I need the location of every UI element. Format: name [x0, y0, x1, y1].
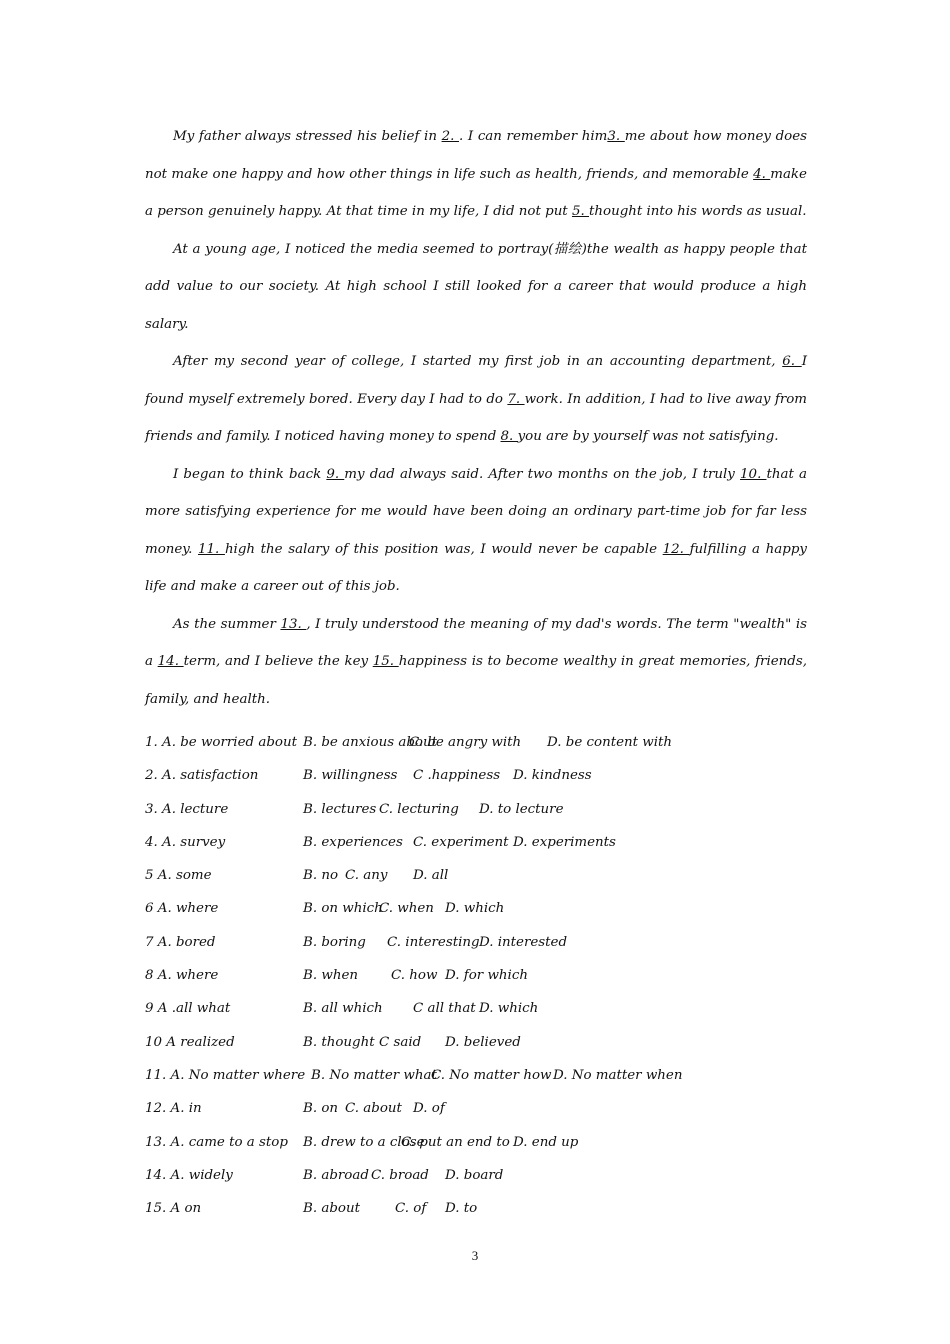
passage-text: me about how money does not make one happy and how other things in life such as health, friends, and memorable — [145, 129, 807, 182]
option-choice: B. about — [303, 1201, 360, 1217]
passage-text: After my second year of college, I started my first job in an accounting department, — [173, 354, 783, 369]
passage-text: fulfilling a happy life and make a career out of this job. — [145, 541, 807, 594]
option-choice: B. on — [303, 1101, 339, 1117]
passage-paragraph — [145, 343, 807, 456]
option-choice: D. of — [413, 1101, 445, 1117]
option-choice: D. all — [413, 868, 449, 884]
option-choice: D. which — [479, 1001, 539, 1017]
option-row — [145, 859, 807, 892]
option-choice: B. be anxious about — [303, 735, 437, 750]
option-row — [145, 1192, 807, 1225]
answer-blank: 6. — [782, 354, 802, 369]
passage-text: you are by yourself was not satisfying. — [517, 429, 779, 444]
option-row — [145, 793, 807, 826]
option-choice: B. No matter what — [311, 1067, 437, 1083]
option-choice: B. drew to a close — [303, 1134, 425, 1150]
passage-text: happiness is to become wealthy in great memories, friends, family, and health. — [145, 654, 807, 707]
option-row — [145, 826, 807, 859]
option-choice: B. experiences — [303, 834, 403, 850]
answer-blank: 2. — [441, 129, 459, 144]
option-choice: B. when — [303, 968, 358, 984]
option-choice: C. about — [345, 1101, 402, 1117]
passage-text: I found myself extremely bored. Every day I had to do — [145, 354, 807, 407]
option-choice: B. boring — [303, 934, 366, 950]
passage-text: high the salary of this position was, I would never be capable — [224, 541, 663, 557]
option-choice: C. experiment — [413, 834, 509, 850]
page-number: 3 — [471, 1248, 479, 1263]
option-choice: D. experiments — [513, 834, 616, 850]
option-choice: 1. A. be worried about — [145, 735, 297, 750]
option-choice: D. kindness — [513, 768, 592, 784]
option-choice: C said — [379, 1034, 422, 1050]
answer-options — [145, 726, 807, 1225]
answer-blank: 7. — [507, 391, 525, 407]
passage-paragraph — [145, 231, 807, 344]
answer-blank: 11. — [198, 541, 225, 557]
option-row — [145, 1026, 807, 1059]
passage-text: that a more satisfying experience for me would have been doing an ordinary part-time job for far less money. — [145, 466, 807, 557]
option-choice: D. board — [445, 1167, 504, 1183]
option-row — [145, 992, 807, 1025]
passage-text: my dad always said. After two months on the job, I truly — [344, 466, 741, 482]
option-choice: 2. A. satisfaction — [145, 768, 259, 784]
option-choice: C .happiness — [413, 768, 501, 784]
option-choice: C. No matter how — [431, 1067, 552, 1083]
passage-text: thought into his words as usual. — [589, 204, 807, 219]
option-choice: 12. A. in — [145, 1101, 202, 1117]
option-choice: C. put an end to — [401, 1134, 510, 1150]
option-choice: B. willingness — [303, 768, 398, 784]
option-choice: B. on which — [303, 901, 383, 917]
option-choice: 11. A. No matter where — [145, 1067, 306, 1083]
option-row — [145, 959, 807, 992]
answer-blank: 4. — [753, 166, 771, 182]
cloze-passage — [145, 118, 807, 718]
option-choice: C. when — [379, 901, 434, 917]
option-choice: D. for which — [445, 968, 528, 984]
option-choice: B. no — [303, 868, 339, 884]
option-row — [145, 892, 807, 925]
passage-text: My father always stressed his belief in — [173, 129, 442, 144]
answer-blank: 15. — [372, 654, 399, 669]
option-choice: 13. A. came to a stop — [145, 1134, 288, 1150]
passage-text: make a person genuinely happy. At that time in my life, I did not put — [145, 166, 807, 219]
option-choice: 4. A. survey — [145, 834, 226, 850]
answer-blank: 14. — [157, 654, 184, 669]
option-choice: 15. A on — [145, 1201, 202, 1217]
option-choice: D. interested — [479, 934, 568, 950]
option-choice: D. be content with — [547, 735, 673, 750]
passage-text: term, and I believe the key — [183, 654, 373, 669]
answer-blank: 5. — [571, 204, 589, 219]
option-choice: C. be angry with — [409, 735, 522, 750]
option-choice: C all that — [413, 1001, 476, 1017]
option-choice: 14. A. widely — [145, 1167, 233, 1183]
option-row — [145, 1159, 807, 1192]
passage-text: , I truly understood the meaning of my dad's words. The term "wealth" is a — [145, 616, 808, 669]
passage-paragraph — [145, 118, 807, 231]
answer-blank: 13. — [280, 616, 307, 632]
answer-blank: 12. — [662, 541, 690, 557]
option-choice: 9 A .all what — [145, 1001, 231, 1017]
option-choice: B. abroad — [303, 1167, 369, 1183]
option-choice: D. to — [445, 1201, 478, 1217]
option-choice: D. believed — [445, 1034, 521, 1050]
option-choice: C. interesting — [387, 934, 480, 950]
option-choice: C. how — [391, 968, 438, 984]
answer-blank: 9. — [326, 466, 345, 482]
exercise-page — [145, 118, 807, 1225]
option-choice: C. of — [395, 1201, 427, 1217]
option-choice: D. end up — [513, 1134, 579, 1150]
answer-blank: 8. — [500, 429, 518, 444]
option-choice: 5 A. some — [145, 868, 212, 884]
option-row — [145, 926, 807, 959]
option-choice: C. broad — [371, 1167, 429, 1183]
option-choice: D. to lecture — [479, 801, 564, 817]
option-choice: B. thought — [303, 1034, 375, 1050]
option-choice: D. which — [445, 901, 505, 917]
passage-text: At a young age, I noticed the media seemed to portray(描绘)the wealth as happy people that add value to our society. At high school I still looked for a career that would produce a high salary. — [145, 241, 807, 332]
option-row — [145, 759, 807, 792]
passage-text: . I can remember him — [459, 129, 608, 144]
option-row — [145, 1092, 807, 1125]
answer-blank: 3. — [607, 129, 625, 144]
option-choice: C. lecturing — [379, 801, 459, 817]
passage-text: work. In addition, I had to live away from friends and family. I noticed having money to spend — [145, 391, 807, 444]
option-row — [145, 1059, 807, 1092]
option-row — [145, 726, 807, 759]
answer-blank: 10. — [740, 466, 767, 482]
option-row — [145, 1126, 807, 1159]
option-choice: B. all which — [303, 1001, 383, 1017]
option-choice: 8 A. where — [145, 968, 219, 984]
option-choice: D. No matter when — [553, 1067, 683, 1083]
option-choice: B. lectures — [303, 801, 377, 817]
option-choice: 7 A. bored — [145, 934, 216, 950]
option-choice: 10 A realized — [145, 1034, 235, 1050]
passage-paragraph — [145, 606, 807, 719]
passage-text: As the summer — [173, 616, 281, 632]
option-choice: C. any — [345, 868, 388, 884]
passage-paragraph — [145, 456, 807, 606]
option-choice: 3. A. lecture — [145, 801, 229, 817]
passage-text: I began to think back — [173, 466, 327, 482]
option-choice: 6 A. where — [145, 901, 219, 917]
